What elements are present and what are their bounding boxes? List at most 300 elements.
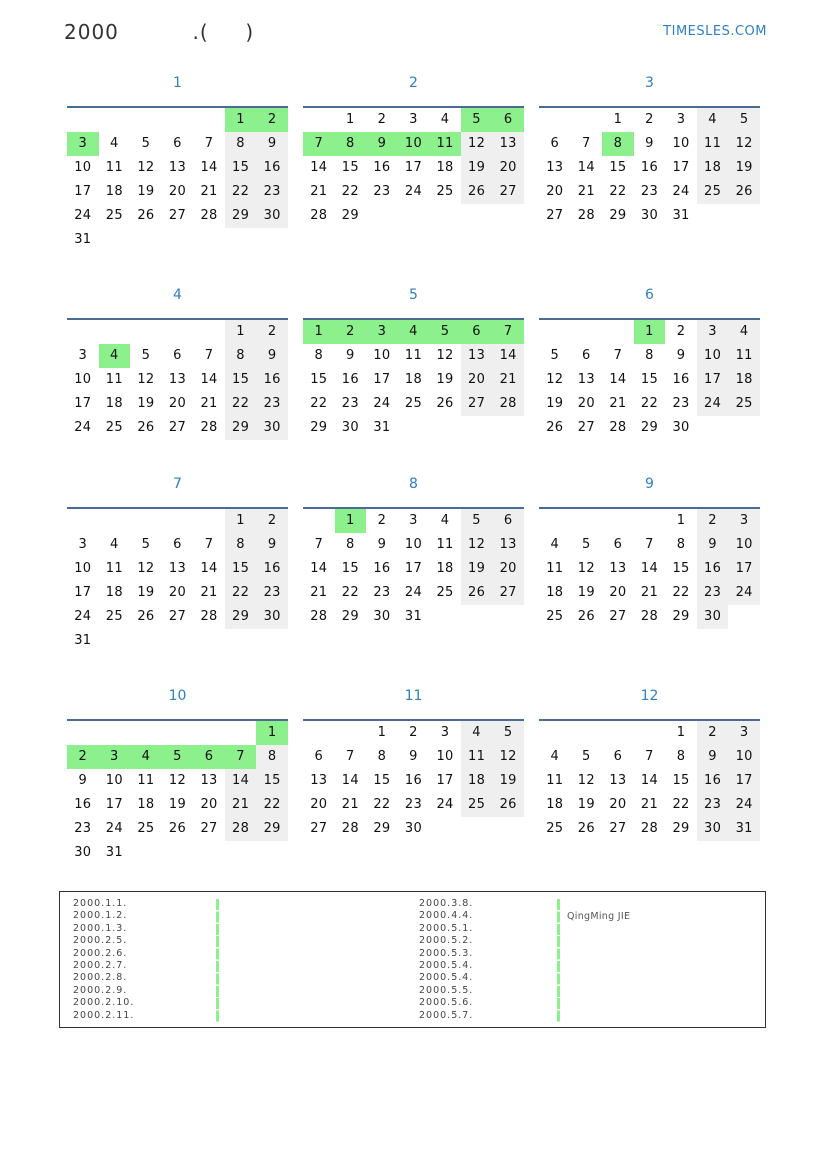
site-logo-text[interactable]: TIMESLES.COM xyxy=(663,24,767,39)
day-cell[interactable]: 6 xyxy=(492,108,524,132)
day-cell[interactable]: 3 xyxy=(78,537,88,552)
day-cell[interactable]: 22 xyxy=(225,392,257,416)
day-cell[interactable]: 4 xyxy=(550,537,560,552)
day-cell[interactable]: 16 xyxy=(341,372,359,387)
day-cell[interactable]: 24 xyxy=(697,392,729,416)
day-cell[interactable]: 15 xyxy=(225,156,257,180)
day-cell[interactable]: 7 xyxy=(582,136,591,151)
day-cell[interactable]: 8 xyxy=(256,745,288,769)
day-cell[interactable]: 4 xyxy=(440,513,450,528)
day-cell[interactable]: 8 xyxy=(602,132,634,156)
day-cell[interactable]: 23 xyxy=(373,184,391,199)
day-cell[interactable]: 31 xyxy=(404,609,423,624)
day-cell[interactable]: 26 xyxy=(436,396,454,411)
day-cell[interactable]: 15 xyxy=(672,561,690,576)
day-cell[interactable]: 19 xyxy=(577,585,595,600)
day-cell[interactable]: 21 xyxy=(310,585,328,600)
day-cell[interactable]: 20 xyxy=(168,184,187,199)
day-cell[interactable]: 27 xyxy=(168,208,187,223)
day-cell[interactable]: 21 xyxy=(640,797,659,812)
day-cell[interactable]: 5 xyxy=(550,348,560,363)
day-cell[interactable]: 10 xyxy=(105,773,123,788)
day-cell[interactable]: 25 xyxy=(137,821,155,836)
day-cell[interactable]: 16 xyxy=(404,773,423,788)
day-cell[interactable]: 16 xyxy=(256,557,288,581)
day-cell[interactable]: 17 xyxy=(728,557,760,581)
day-cell[interactable]: 6 xyxy=(173,537,182,552)
day-cell[interactable]: 24 xyxy=(105,821,123,836)
day-cell[interactable]: 5 xyxy=(429,320,461,344)
day-cell[interactable]: 20 xyxy=(168,585,187,600)
day-cell[interactable]: 21 xyxy=(341,797,359,812)
day-cell[interactable]: 19 xyxy=(168,797,187,812)
day-cell[interactable]: 26 xyxy=(168,821,187,836)
day-cell[interactable]: 13 xyxy=(609,561,627,576)
day-cell[interactable]: 21 xyxy=(640,585,659,600)
day-cell[interactable]: 13 xyxy=(200,773,218,788)
day-cell[interactable]: 13 xyxy=(609,773,627,788)
day-cell[interactable]: 30 xyxy=(256,204,288,228)
day-cell[interactable]: 3 xyxy=(697,320,729,344)
day-cell[interactable]: 13 xyxy=(168,372,187,387)
day-cell[interactable]: 28 xyxy=(640,821,659,836)
day-cell[interactable]: 8 xyxy=(676,749,686,764)
day-cell[interactable]: 19 xyxy=(137,184,155,199)
day-cell[interactable]: 21 xyxy=(200,184,218,199)
day-cell[interactable]: 28 xyxy=(310,609,328,624)
day-cell[interactable]: 19 xyxy=(137,396,155,411)
day-cell[interactable]: 8 xyxy=(225,533,257,557)
day-cell[interactable]: 1 xyxy=(256,721,288,745)
day-cell[interactable]: 19 xyxy=(546,396,564,411)
day-cell[interactable]: 29 xyxy=(341,208,359,223)
day-cell[interactable]: 15 xyxy=(640,372,659,387)
day-cell[interactable]: 11 xyxy=(105,160,123,175)
day-cell[interactable]: 29 xyxy=(672,609,690,624)
day-cell[interactable]: 1 xyxy=(303,320,335,344)
day-cell[interactable]: 19 xyxy=(728,156,760,180)
day-cell[interactable]: 13 xyxy=(310,773,328,788)
day-cell[interactable]: 3 xyxy=(728,721,760,745)
day-cell[interactable]: 26 xyxy=(461,180,493,204)
day-cell[interactable]: 18 xyxy=(137,797,155,812)
day-cell[interactable]: 21 xyxy=(577,184,595,199)
day-cell[interactable]: 3 xyxy=(99,745,131,769)
day-cell[interactable]: 1 xyxy=(346,112,355,127)
day-cell[interactable]: 19 xyxy=(461,557,493,581)
day-cell[interactable]: 18 xyxy=(404,372,423,387)
day-cell[interactable]: 28 xyxy=(310,208,328,223)
day-cell[interactable]: 20 xyxy=(492,156,524,180)
day-cell[interactable]: 27 xyxy=(492,581,524,605)
day-cell[interactable]: 25 xyxy=(404,396,423,411)
day-cell[interactable]: 16 xyxy=(74,797,92,812)
day-cell[interactable]: 16 xyxy=(256,156,288,180)
day-cell[interactable]: 21 xyxy=(200,396,218,411)
day-cell[interactable]: 7 xyxy=(645,537,654,552)
day-cell[interactable]: 24 xyxy=(404,585,423,600)
day-cell[interactable]: 25 xyxy=(697,180,729,204)
day-cell[interactable]: 22 xyxy=(225,581,257,605)
day-cell[interactable]: 12 xyxy=(728,132,760,156)
day-cell[interactable]: 27 xyxy=(609,609,627,624)
day-cell[interactable]: 28 xyxy=(609,420,627,435)
day-cell[interactable]: 21 xyxy=(225,793,257,817)
day-cell[interactable]: 1 xyxy=(225,509,257,533)
day-cell[interactable]: 20 xyxy=(577,396,595,411)
day-cell[interactable]: 1 xyxy=(377,725,387,740)
day-cell[interactable]: 6 xyxy=(461,320,493,344)
day-cell[interactable]: 25 xyxy=(461,793,493,817)
day-cell[interactable]: 8 xyxy=(335,132,367,156)
day-cell[interactable]: 17 xyxy=(404,160,423,175)
day-cell[interactable]: 18 xyxy=(105,585,123,600)
day-cell[interactable]: 6 xyxy=(314,749,324,764)
day-cell[interactable]: 9 xyxy=(409,749,418,764)
day-cell[interactable]: 11 xyxy=(546,561,564,576)
day-cell[interactable]: 9 xyxy=(256,533,288,557)
day-cell[interactable]: 23 xyxy=(74,821,92,836)
day-cell[interactable]: 29 xyxy=(225,204,257,228)
day-cell[interactable]: 20 xyxy=(492,557,524,581)
day-cell[interactable]: 31 xyxy=(728,817,760,841)
day-cell[interactable]: 1 xyxy=(634,320,666,344)
day-cell[interactable]: 26 xyxy=(137,420,155,435)
day-cell[interactable]: 1 xyxy=(613,112,623,127)
day-cell[interactable]: 4 xyxy=(461,721,493,745)
day-cell[interactable]: 20 xyxy=(168,396,187,411)
day-cell[interactable]: 30 xyxy=(672,420,690,435)
day-cell[interactable]: 7 xyxy=(645,749,654,764)
day-cell[interactable]: 24 xyxy=(74,609,92,624)
day-cell[interactable]: 8 xyxy=(225,344,257,368)
day-cell[interactable]: 5 xyxy=(582,749,591,764)
day-cell[interactable]: 26 xyxy=(137,609,155,624)
day-cell[interactable]: 29 xyxy=(609,208,627,223)
day-cell[interactable]: 31 xyxy=(672,208,690,223)
day-cell[interactable]: 20 xyxy=(546,184,564,199)
day-cell[interactable]: 8 xyxy=(645,348,654,363)
day-cell[interactable]: 3 xyxy=(409,112,418,127)
day-cell[interactable]: 20 xyxy=(609,585,627,600)
day-cell[interactable]: 5 xyxy=(162,745,194,769)
day-cell[interactable]: 25 xyxy=(105,420,123,435)
day-cell[interactable]: 22 xyxy=(373,797,391,812)
day-cell[interactable]: 14 xyxy=(577,160,595,175)
day-cell[interactable]: 18 xyxy=(546,797,564,812)
day-cell[interactable]: 2 xyxy=(377,513,387,528)
day-cell[interactable]: 18 xyxy=(105,184,123,199)
day-cell[interactable]: 11 xyxy=(697,132,729,156)
day-cell[interactable]: 18 xyxy=(546,585,564,600)
day-cell[interactable]: 9 xyxy=(256,344,288,368)
day-cell[interactable]: 13 xyxy=(546,160,564,175)
day-cell[interactable]: 21 xyxy=(609,396,627,411)
day-cell[interactable]: 10 xyxy=(728,533,760,557)
day-cell[interactable]: 7 xyxy=(613,348,623,363)
day-cell[interactable]: 12 xyxy=(461,132,493,156)
day-cell[interactable]: 10 xyxy=(373,348,391,363)
day-cell[interactable]: 30 xyxy=(697,817,729,841)
day-cell[interactable]: 14 xyxy=(310,561,328,576)
day-cell[interactable]: 26 xyxy=(137,208,155,223)
day-cell[interactable]: 12 xyxy=(168,773,187,788)
day-cell[interactable]: 9 xyxy=(78,773,88,788)
day-cell[interactable]: 10 xyxy=(672,136,690,151)
day-cell[interactable]: 15 xyxy=(341,561,359,576)
day-cell[interactable]: 26 xyxy=(492,793,524,817)
day-cell[interactable]: 2 xyxy=(697,509,729,533)
day-cell[interactable]: 16 xyxy=(672,372,690,387)
day-cell[interactable]: 9 xyxy=(697,533,729,557)
day-cell[interactable]: 8 xyxy=(346,537,355,552)
day-cell[interactable]: 17 xyxy=(404,561,423,576)
day-cell[interactable]: 22 xyxy=(672,797,690,812)
day-cell[interactable]: 29 xyxy=(640,420,659,435)
day-cell[interactable]: 10 xyxy=(74,561,92,576)
day-cell[interactable]: 1 xyxy=(335,509,367,533)
day-cell[interactable]: 5 xyxy=(141,537,151,552)
day-cell[interactable]: 6 xyxy=(173,348,182,363)
day-cell[interactable]: 23 xyxy=(697,793,729,817)
day-cell[interactable]: 6 xyxy=(173,136,182,151)
day-cell[interactable]: 2 xyxy=(335,320,367,344)
day-cell[interactable]: 26 xyxy=(728,180,760,204)
day-cell[interactable]: 10 xyxy=(436,749,454,764)
day-cell[interactable]: 14 xyxy=(310,160,328,175)
day-cell[interactable]: 24 xyxy=(672,184,690,199)
day-cell[interactable]: 5 xyxy=(461,509,493,533)
day-cell[interactable]: 23 xyxy=(672,396,690,411)
day-cell[interactable]: 31 xyxy=(74,232,92,247)
day-cell[interactable]: 23 xyxy=(373,585,391,600)
day-cell[interactable]: 15 xyxy=(609,160,627,175)
day-cell[interactable]: 12 xyxy=(461,533,493,557)
day-cell[interactable]: 2 xyxy=(67,745,99,769)
day-cell[interactable]: 11 xyxy=(404,348,423,363)
day-cell[interactable]: 18 xyxy=(697,156,729,180)
day-cell[interactable]: 9 xyxy=(346,348,355,363)
day-cell[interactable]: 1 xyxy=(676,725,686,740)
day-cell[interactable]: 27 xyxy=(310,821,328,836)
day-cell[interactable]: 21 xyxy=(310,184,328,199)
day-cell[interactable]: 11 xyxy=(105,561,123,576)
day-cell[interactable]: 7 xyxy=(204,136,214,151)
day-cell[interactable]: 7 xyxy=(492,320,524,344)
day-cell[interactable]: 3 xyxy=(409,513,418,528)
day-cell[interactable]: 12 xyxy=(436,348,454,363)
day-cell[interactable]: 5 xyxy=(728,108,760,132)
day-cell[interactable]: 17 xyxy=(105,797,123,812)
day-cell[interactable]: 12 xyxy=(137,561,155,576)
day-cell[interactable]: 7 xyxy=(346,749,355,764)
day-cell[interactable]: 4 xyxy=(110,537,119,552)
day-cell[interactable]: 25 xyxy=(436,184,454,199)
day-cell[interactable]: 23 xyxy=(341,396,359,411)
day-cell[interactable]: 16 xyxy=(697,557,729,581)
day-cell[interactable]: 29 xyxy=(672,821,690,836)
day-cell[interactable]: 20 xyxy=(609,797,627,812)
day-cell[interactable]: 16 xyxy=(697,769,729,793)
day-cell[interactable]: 15 xyxy=(672,773,690,788)
day-cell[interactable]: 19 xyxy=(436,372,454,387)
day-cell[interactable]: 13 xyxy=(461,344,493,368)
day-cell[interactable]: 19 xyxy=(492,769,524,793)
day-cell[interactable]: 24 xyxy=(436,797,454,812)
day-cell[interactable]: 18 xyxy=(436,160,454,175)
day-cell[interactable]: 29 xyxy=(256,817,288,841)
day-cell[interactable]: 26 xyxy=(577,821,595,836)
day-cell[interactable]: 30 xyxy=(256,416,288,440)
day-cell[interactable]: 2 xyxy=(676,324,686,339)
day-cell[interactable]: 25 xyxy=(105,208,123,223)
day-cell[interactable]: 28 xyxy=(492,392,524,416)
day-cell[interactable]: 2 xyxy=(409,725,418,740)
day-cell[interactable]: 28 xyxy=(200,609,218,624)
day-cell[interactable]: 7 xyxy=(225,745,257,769)
day-cell[interactable]: 15 xyxy=(256,769,288,793)
day-cell[interactable]: 29 xyxy=(310,420,328,435)
day-cell[interactable]: 20 xyxy=(310,797,328,812)
day-cell[interactable]: 1 xyxy=(225,108,257,132)
day-cell[interactable]: 6 xyxy=(613,537,623,552)
day-cell[interactable]: 18 xyxy=(461,769,493,793)
day-cell[interactable]: 4 xyxy=(110,136,119,151)
day-cell[interactable]: 23 xyxy=(256,392,288,416)
day-cell[interactable]: 9 xyxy=(377,537,387,552)
day-cell[interactable]: 13 xyxy=(492,132,524,156)
day-cell[interactable]: 22 xyxy=(256,793,288,817)
day-cell[interactable]: 26 xyxy=(577,609,595,624)
day-cell[interactable]: 24 xyxy=(404,184,423,199)
day-cell[interactable]: 31 xyxy=(373,420,391,435)
day-cell[interactable]: 30 xyxy=(341,420,359,435)
day-cell[interactable]: 21 xyxy=(492,368,524,392)
day-cell[interactable]: 3 xyxy=(366,320,398,344)
day-cell[interactable]: 21 xyxy=(200,585,218,600)
day-cell[interactable]: 14 xyxy=(200,160,218,175)
day-cell[interactable]: 29 xyxy=(341,609,359,624)
day-cell[interactable]: 1 xyxy=(225,320,257,344)
day-cell[interactable]: 1 xyxy=(676,513,686,528)
day-cell[interactable]: 15 xyxy=(310,372,328,387)
day-cell[interactable]: 10 xyxy=(404,537,423,552)
day-cell[interactable]: 11 xyxy=(546,773,564,788)
day-cell[interactable]: 30 xyxy=(74,845,92,860)
day-cell[interactable]: 8 xyxy=(314,348,324,363)
day-cell[interactable]: 23 xyxy=(640,184,659,199)
day-cell[interactable]: 2 xyxy=(256,509,288,533)
day-cell[interactable]: 10 xyxy=(728,745,760,769)
day-cell[interactable]: 4 xyxy=(398,320,430,344)
day-cell[interactable]: 27 xyxy=(461,392,493,416)
day-cell[interactable]: 10 xyxy=(398,132,430,156)
day-cell[interactable]: 6 xyxy=(582,348,591,363)
day-cell[interactable]: 16 xyxy=(256,368,288,392)
day-cell[interactable]: 17 xyxy=(436,773,454,788)
day-cell[interactable]: 22 xyxy=(225,180,257,204)
day-cell[interactable]: 12 xyxy=(577,561,595,576)
day-cell[interactable]: 30 xyxy=(256,605,288,629)
day-cell[interactable]: 27 xyxy=(168,609,187,624)
day-cell[interactable]: 10 xyxy=(74,372,92,387)
day-cell[interactable]: 31 xyxy=(105,845,123,860)
day-cell[interactable]: 27 xyxy=(200,821,218,836)
day-cell[interactable]: 13 xyxy=(492,533,524,557)
day-cell[interactable]: 12 xyxy=(137,372,155,387)
day-cell[interactable]: 30 xyxy=(373,609,391,624)
day-cell[interactable]: 8 xyxy=(377,749,387,764)
day-cell[interactable]: 14 xyxy=(200,561,218,576)
day-cell[interactable]: 2 xyxy=(377,112,387,127)
day-cell[interactable]: 24 xyxy=(728,793,760,817)
day-cell[interactable]: 19 xyxy=(137,585,155,600)
day-cell[interactable]: 14 xyxy=(225,769,257,793)
day-cell[interactable]: 17 xyxy=(74,184,92,199)
day-cell[interactable]: 9 xyxy=(697,745,729,769)
day-cell[interactable]: 4 xyxy=(440,112,450,127)
day-cell[interactable]: 13 xyxy=(168,561,187,576)
day-cell[interactable]: 25 xyxy=(105,609,123,624)
day-cell[interactable]: 30 xyxy=(640,208,659,223)
day-cell[interactable]: 14 xyxy=(640,561,659,576)
day-cell[interactable]: 13 xyxy=(577,372,595,387)
day-cell[interactable]: 18 xyxy=(728,368,760,392)
day-cell[interactable]: 25 xyxy=(728,392,760,416)
day-cell[interactable]: 27 xyxy=(609,821,627,836)
day-cell[interactable]: 4 xyxy=(550,749,560,764)
day-cell[interactable]: 6 xyxy=(492,509,524,533)
day-cell[interactable]: 4 xyxy=(728,320,760,344)
day-cell[interactable]: 17 xyxy=(373,372,391,387)
day-cell[interactable]: 27 xyxy=(492,180,524,204)
day-cell[interactable]: 19 xyxy=(577,797,595,812)
day-cell[interactable]: 8 xyxy=(225,132,257,156)
day-cell[interactable]: 24 xyxy=(728,581,760,605)
day-cell[interactable]: 9 xyxy=(676,348,686,363)
day-cell[interactable]: 22 xyxy=(310,396,328,411)
day-cell[interactable]: 12 xyxy=(546,372,564,387)
day-cell[interactable]: 23 xyxy=(256,581,288,605)
day-cell[interactable]: 12 xyxy=(492,745,524,769)
day-cell[interactable]: 7 xyxy=(314,537,324,552)
day-cell[interactable]: 28 xyxy=(341,821,359,836)
day-cell[interactable]: 3 xyxy=(78,348,88,363)
day-cell[interactable]: 11 xyxy=(137,773,155,788)
day-cell[interactable]: 23 xyxy=(697,581,729,605)
day-cell[interactable]: 14 xyxy=(609,372,627,387)
day-cell[interactable]: 29 xyxy=(225,416,257,440)
day-cell[interactable]: 5 xyxy=(461,108,493,132)
day-cell[interactable]: 15 xyxy=(225,557,257,581)
day-cell[interactable]: 7 xyxy=(204,537,214,552)
day-cell[interactable]: 15 xyxy=(373,773,391,788)
day-cell[interactable]: 6 xyxy=(613,749,623,764)
day-cell[interactable]: 25 xyxy=(546,821,564,836)
day-cell[interactable]: 22 xyxy=(640,396,659,411)
day-cell[interactable]: 27 xyxy=(168,420,187,435)
day-cell[interactable]: 20 xyxy=(461,368,493,392)
day-cell[interactable]: 17 xyxy=(74,396,92,411)
day-cell[interactable]: 28 xyxy=(577,208,595,223)
day-cell[interactable]: 26 xyxy=(461,581,493,605)
day-cell[interactable]: 3 xyxy=(728,509,760,533)
day-cell[interactable]: 13 xyxy=(168,160,187,175)
day-cell[interactable]: 5 xyxy=(492,721,524,745)
day-cell[interactable]: 3 xyxy=(676,112,686,127)
day-cell[interactable]: 25 xyxy=(436,585,454,600)
day-cell[interactable]: 11 xyxy=(728,344,760,368)
